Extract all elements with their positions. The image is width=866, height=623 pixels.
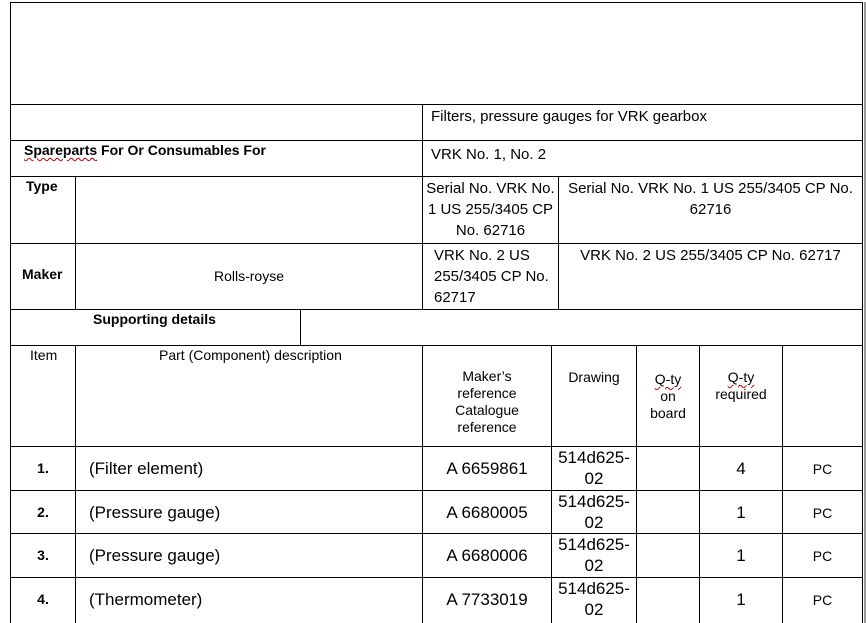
type-serial-col3: Serial No. VRK No. 1 US 255/3405 CP No. 62716 — [426, 180, 555, 239]
row-qty-required: 1 — [736, 503, 746, 522]
maker-label: Maker — [22, 266, 63, 282]
row-unit: PC — [812, 505, 833, 521]
row-qty-required: 4 — [736, 459, 746, 478]
col-divider — [75, 176, 76, 309]
header-drawing: Drawing — [568, 369, 620, 385]
type-serial-col4: Serial No. VRK No. 1 US 255/3405 CP No. 62716 — [568, 180, 853, 218]
row-reference: A 6680005 — [446, 503, 528, 522]
col-divider — [75, 345, 76, 623]
header-maker-reference: Maker’s reference Catalogue reference — [455, 368, 519, 435]
row-description: (Thermometer) — [89, 590, 203, 609]
row-reference: A 6680006 — [446, 546, 528, 565]
row-unit: PC — [812, 592, 833, 608]
maker-vrk2-col3: VRK No. 2 US 255/3405 CP No. 62717 — [434, 247, 549, 306]
document-title: Filters, pressure gauges for VRK gearbox — [431, 108, 707, 125]
row-divider — [10, 533, 863, 534]
row-qty-required: 1 — [736, 590, 746, 609]
type-label: Type — [26, 178, 58, 194]
header-description: Part (Component) description — [159, 347, 342, 363]
row-description: (Filter element) — [89, 459, 204, 478]
col-divider — [782, 345, 783, 623]
supporting-details-label: Supporting details — [93, 311, 216, 327]
col-divider — [422, 104, 423, 176]
header-qty-required: Q-ty required — [715, 369, 767, 402]
row-reference: A 6659861 — [446, 459, 528, 478]
table-border-top — [10, 2, 863, 3]
row-drawing: 514d625- 02 — [558, 579, 630, 619]
row-qty-required: 1 — [736, 546, 746, 565]
row-unit: PC — [812, 461, 833, 477]
col-divider — [300, 309, 301, 345]
spareparts-value: VRK No. 1, No. 2 — [431, 146, 547, 163]
row-description: (Pressure gauge) — [89, 546, 221, 565]
maker-vrk2-col4: VRK No. 2 US 255/3405 CP No. 62717 — [580, 247, 841, 264]
row-divider — [10, 140, 863, 141]
row-divider — [10, 176, 863, 177]
header-item: Item — [30, 347, 58, 363]
maker-value: Rolls-royse — [213, 268, 284, 284]
row-drawing: 514d625- 02 — [558, 535, 630, 575]
row-item-number: 3. — [37, 547, 49, 563]
row-divider — [10, 345, 863, 346]
row-unit: PC — [812, 548, 833, 564]
row-item-number: 2. — [37, 504, 49, 520]
row-item-number: 1. — [37, 460, 49, 476]
row-reference: A 7733019 — [446, 590, 528, 609]
row-description: (Pressure gauge) — [89, 503, 221, 522]
row-drawing: 514d625- 02 — [558, 492, 630, 532]
row-divider — [10, 104, 863, 105]
header-qty-on-board: Q-ty on board — [650, 371, 686, 421]
table-border-left — [10, 2, 11, 623]
row-divider — [10, 577, 863, 578]
row-item-number: 4. — [37, 591, 49, 607]
table-border-right — [862, 2, 863, 623]
row-drawing: 514d625- 02 — [558, 448, 630, 488]
row-divider — [10, 446, 863, 447]
row-divider — [10, 309, 863, 310]
row-divider — [10, 243, 863, 244]
row-divider — [10, 490, 863, 491]
spareparts-label: Spareparts For Or Consumables For — [24, 142, 266, 158]
